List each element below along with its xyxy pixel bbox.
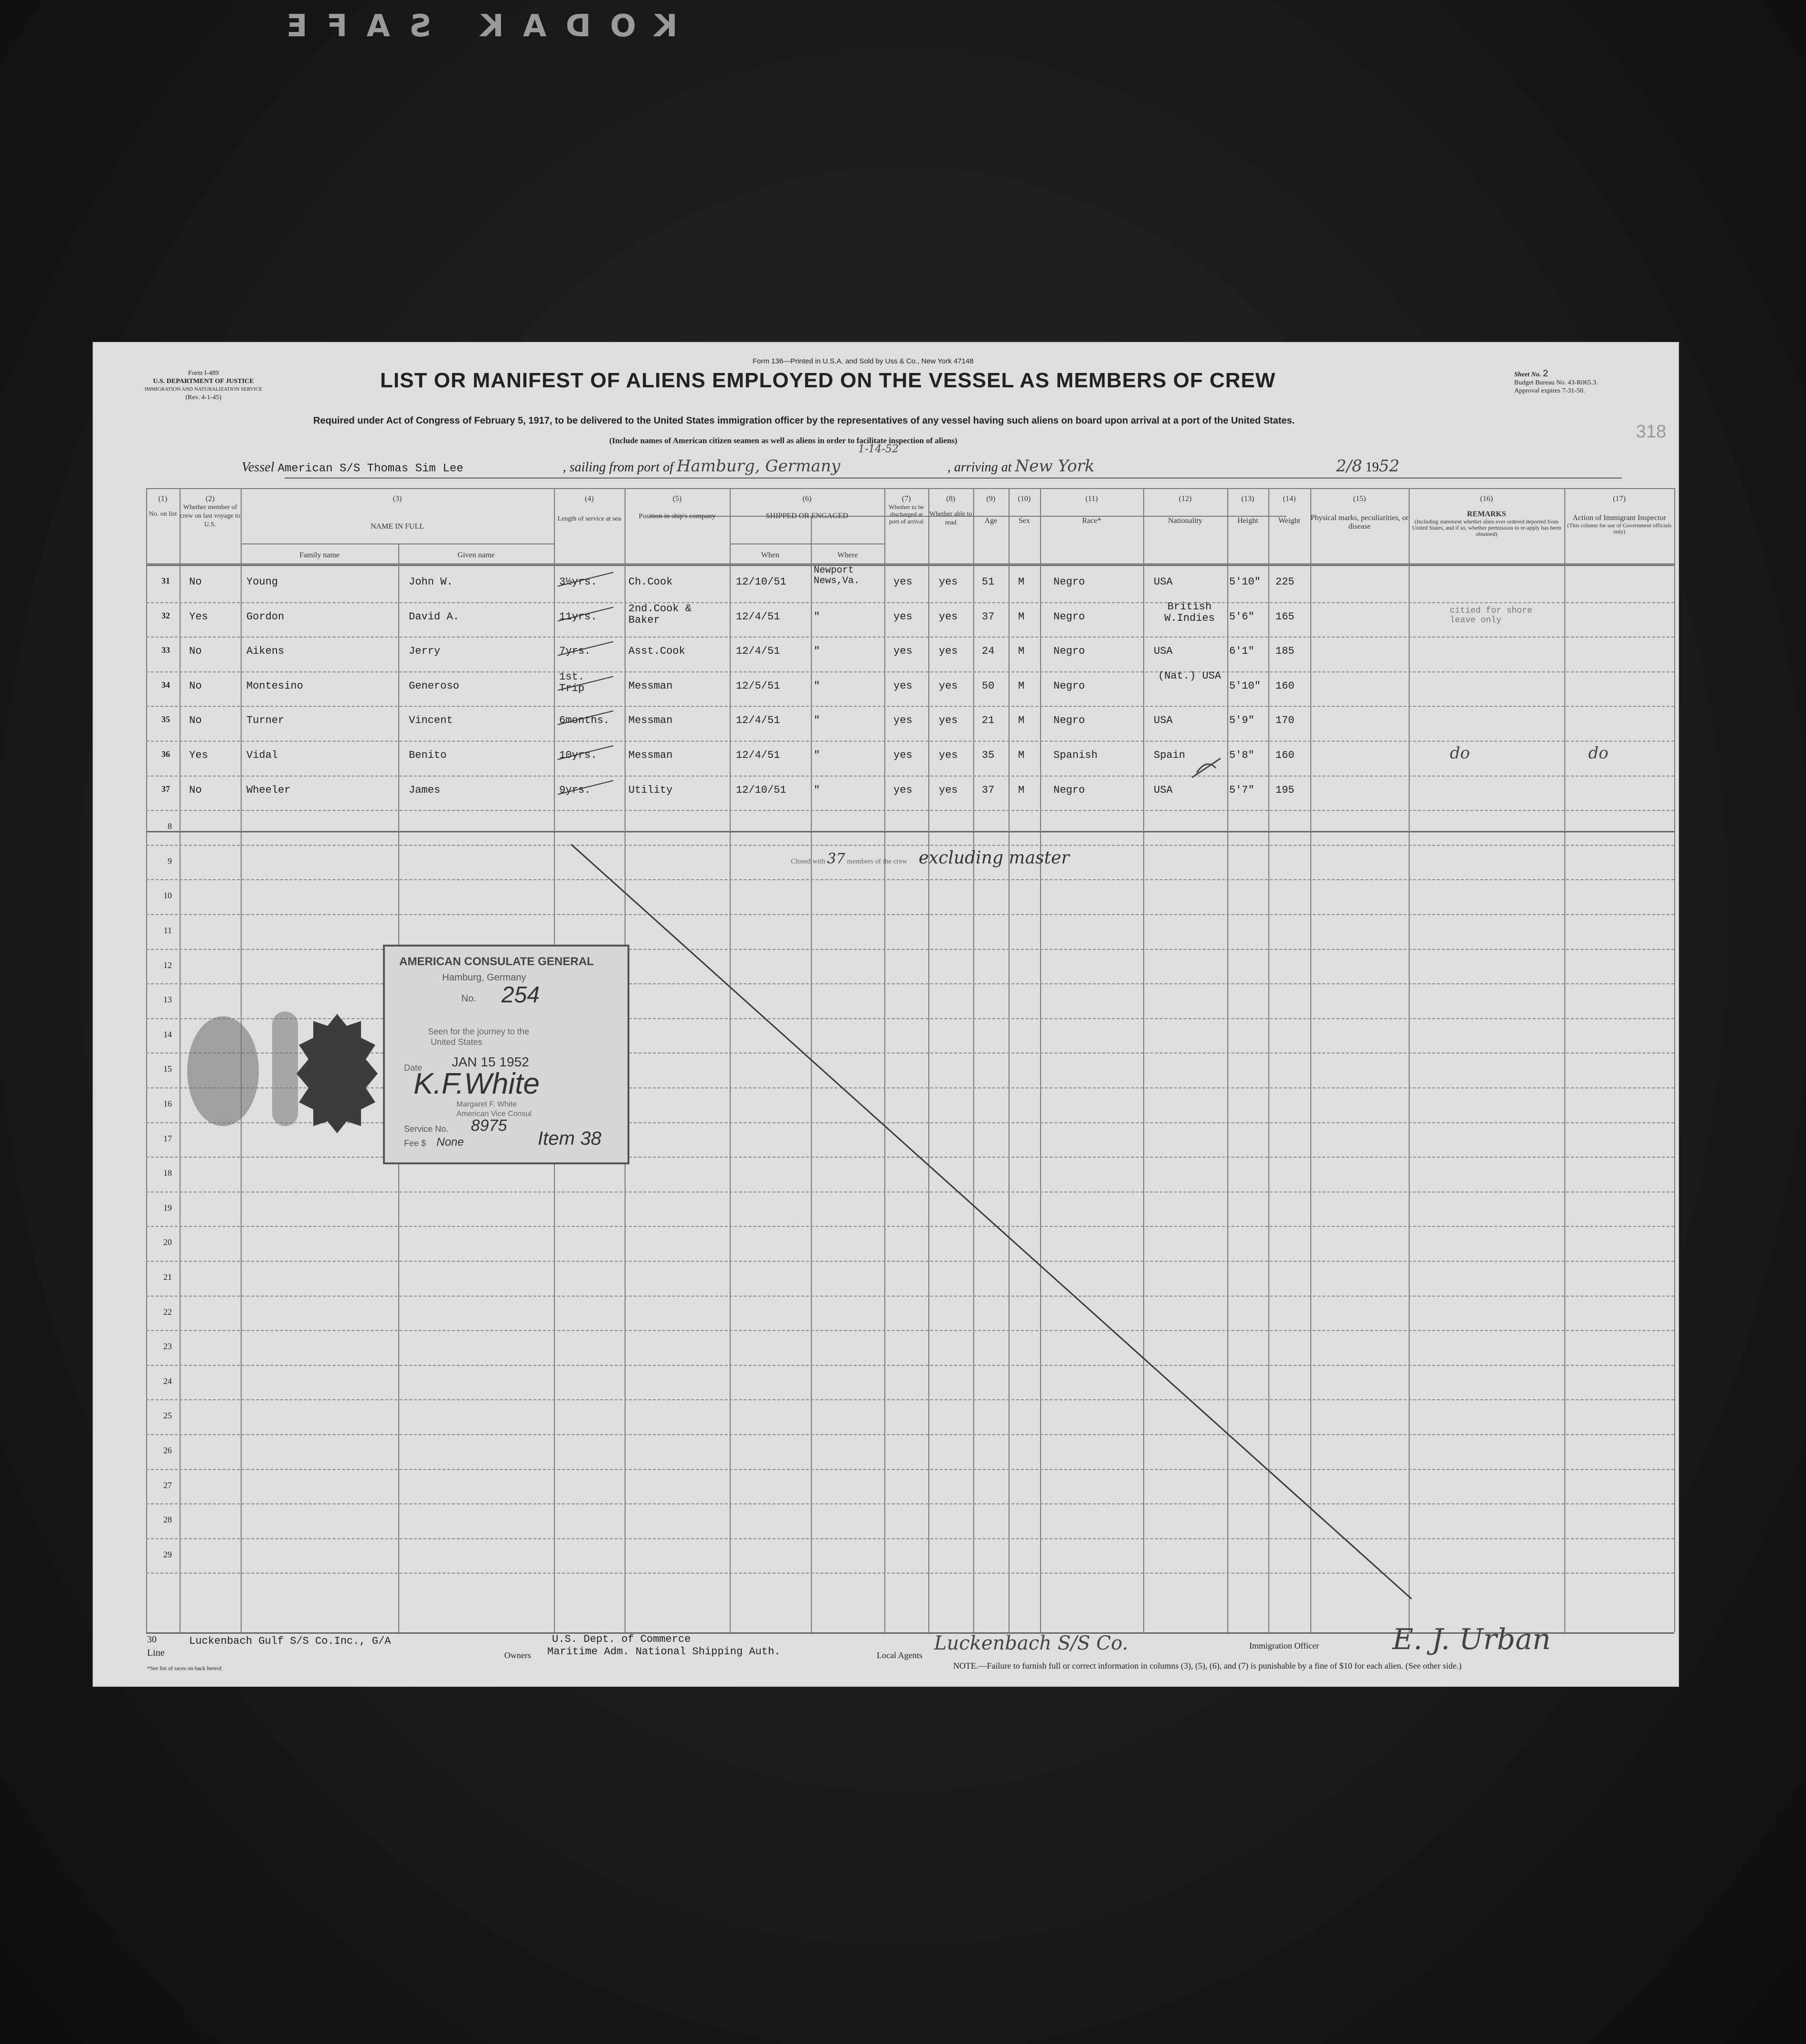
row-number: 9 [168,856,172,866]
row-number: 20 [163,1237,172,1247]
row-number: 14 [163,1029,172,1039]
row-number: 15 [163,1064,172,1074]
cell-prev-voyage: Yes [189,749,208,761]
line-value: Luckenbach Gulf S/S Co.Inc., G/A [189,1635,391,1647]
stamp-officer: Margaret F. White [457,1100,517,1108]
cell-discharge: yes [893,576,913,588]
notary-seal-icon [294,1011,380,1138]
sailing-from: Hamburg, Germany 1-14-52 [676,443,899,476]
cell-given-name: James [409,784,441,796]
printer-line: Form 136—Printed in U.S.A. and Sold by Uss & Co., New York 47148 [753,357,974,365]
cell-sex: M [1018,645,1025,658]
stamp-item: Item 38 [538,1128,602,1149]
row-number: 27 [163,1480,172,1490]
stamp-united: United States [431,1037,483,1047]
col8-header: (8) Whether able to read [929,495,972,526]
stamp-no-label: No. [461,993,477,1004]
cell-position: Utility [628,784,673,796]
cell-given-name: Vincent [409,714,453,727]
cell-nationality: USA [1154,576,1173,588]
cell-race: Negro [1053,784,1085,796]
owners-line2: Maritime Adm. National Shipping Auth. [547,1646,781,1658]
cell-position: Messman [628,714,673,727]
officer-label: Immigration Officer [1249,1641,1319,1650]
cell-weight: 225 [1275,576,1295,588]
cell-sex: M [1018,610,1025,623]
cell-age: 50 [982,680,995,692]
cell-given-name: Generoso [409,680,459,692]
col3-header: (3) NAME IN FULL [371,495,424,531]
cell-sex: M [1018,714,1025,727]
manifest-sheet [94,343,1678,1686]
closed-note: Closed with 37 members of the crew excluding master [791,848,1070,868]
cell-position: Ch.Cook [628,576,673,588]
requirement-text: Required under Act of Congress of February 5, 1917, to be delivered to the United States immigration officer by the representatives of any vessel having such aliens on board upon arrival at a port of the United States. [313,415,1295,426]
cell-family-name: Wheeler [246,784,291,796]
approval-expiry: Approval expires 7-31-50. [1514,387,1585,394]
revision: (Rev. 4-1-45) [185,394,222,401]
form-id: Form I-489 [188,370,219,377]
cell-age: 51 [982,576,995,588]
row-number: 35 [161,714,170,724]
owners-label: Owners [504,1650,531,1660]
cell-able-to-read: yes [939,714,958,727]
row-number: 24 [163,1376,172,1386]
cell-discharge: yes [893,714,913,727]
where-header: Where [837,551,858,559]
col6-header: (6) SHIPPED OR ENGAGED [765,495,849,520]
stamp-title: AMERICAN CONSULATE GENERAL [399,955,594,968]
row-number: 25 [163,1411,172,1421]
cell-family-name: Aikens [246,645,285,658]
cell-age: 37 [982,610,995,623]
sheet-number: 2 [1542,369,1549,380]
stamp-seen: Seen for the journey to the [428,1027,530,1036]
col17-header: (17) Action of Immigrant Inspector (This column for use of Government officials only) [1567,495,1672,535]
cell-height: 5'10" [1229,680,1261,692]
row-number: 37 [161,784,170,794]
cell-family-name: Turner [246,714,285,727]
cell-position: Messman [628,749,673,761]
row-number: 19 [163,1203,172,1213]
stamp-service-label: Service No. [404,1124,449,1134]
cell-age: 21 [982,714,995,727]
cell-nationality: USA [1154,714,1173,727]
cell-shipped-when: 12/10/51 [736,784,786,796]
cell-able-to-read: yes [939,576,958,588]
row-number: 34 [161,680,170,690]
col9-header: (9) Age [984,495,998,525]
cell-remarks: do [1450,744,1470,763]
department-name: U.S. DEPARTMENT OF JUSTICE [153,378,254,385]
cell-age: 35 [982,749,995,761]
cell-prev-voyage: No [189,680,202,692]
cell-shipped-when: 12/4/51 [736,645,780,658]
cell-shipped-when: 12/4/51 [736,610,780,623]
col16-header: (16) REMARKS (Including statement whether alien ever ordered deported from United States, and if so, whether permission to re-apply has been obtained) [1412,495,1561,537]
cell-height: 6'1" [1229,645,1254,658]
cell-inspector-action: do [1588,744,1609,763]
cell-race: Negro [1053,714,1085,727]
cell-nationality: British W.Indies [1164,600,1215,624]
col5-header: (5) Position in ship's company [638,495,716,520]
year-suffix: 52 [1379,457,1400,476]
col4-header: (4) Length of service at sea [557,495,621,522]
cell-shipped-where: Newport News,Va. [814,565,860,586]
film-edge-text: KODAK SAFE [267,9,678,44]
cell-height: 5'10" [1229,576,1261,588]
cell-discharge: yes [893,680,913,692]
closed-handwritten: excluding master [918,848,1070,868]
stamp-service-no: 8975 [471,1117,507,1135]
row-number: 13 [163,995,172,1005]
page-number: 318 [1636,422,1667,442]
cell-sex: M [1018,749,1025,761]
cell-race: Negro [1053,680,1085,692]
cell-prev-voyage: No [189,576,202,588]
cell-weight: 185 [1275,645,1295,658]
sailing-date: 1-14-52 [858,443,899,455]
owners-line1: U.S. Dept. of Commerce [552,1633,691,1645]
when-header: When [761,551,780,559]
cell-service-length: 7yrs. [559,645,591,658]
cell-given-name: Benito [409,749,447,761]
cell-height: 5'7" [1229,784,1254,796]
col15-header: (15) Physical marks, peculiarities, or disease [1310,495,1409,531]
vessel-name: American S/S Thomas Sim Lee [277,462,464,475]
cell-service-length: 9yrs. [559,784,591,796]
year-prefix: 19 [1365,460,1379,475]
cell-sex: M [1018,576,1025,588]
row-number: 33 [161,645,170,655]
cell-race: Negro [1053,610,1085,623]
row-number: 16 [163,1099,172,1108]
cell-age: 37 [982,784,995,796]
cell-weight: 165 [1275,610,1295,623]
cell-shipped-where: " [814,784,820,796]
row-number: 21 [163,1272,172,1282]
cell-prev-voyage: No [189,714,202,727]
cell-shipped-when: 12/5/51 [736,680,780,692]
cell-service-length: 3½yrs. [559,576,597,588]
col13-header: (13) Height [1237,495,1258,525]
cell-discharge: yes [893,645,913,658]
col11-header: (11) Race* [1082,495,1101,525]
cell-shipped-when: 12/10/51 [736,576,786,588]
row-number: 12 [163,960,172,970]
cell-family-name: Montesino [246,680,303,692]
cell-service-length: 11yrs. [559,610,597,623]
stamp-fee: None [436,1136,464,1149]
cell-prev-voyage: No [189,645,202,658]
row-number: 23 [163,1341,172,1352]
cell-nationality: Spain [1154,749,1186,761]
col2-header: (2) Whether member of crew on last voyage to U.S. [180,495,240,528]
row-number: 31 [161,576,170,586]
cell-race: Negro [1053,645,1085,658]
row-number: 8 [168,821,172,831]
cell-family-name: Vidal [246,749,278,761]
cell-able-to-read: yes [939,610,958,623]
races-note: *See list of races on back hereof. [147,1665,223,1671]
cell-position: Messman [628,680,673,692]
cell-nationality: USA [1154,645,1173,658]
cell-given-name: Jerry [409,645,441,658]
service-name: IMMIGRATION AND NATURALIZATION SERVICE [144,386,263,392]
family-name-header: Family name [299,551,340,559]
cell-sex: M [1018,784,1025,796]
sailing-label: , sailing from port of [563,460,673,475]
agents-signature: Luckenbach S/S Co. [934,1632,1128,1654]
row-number-30: 30 [147,1634,157,1645]
cell-service-length: 6months. [559,714,610,727]
cell-height: 5'9" [1229,714,1254,727]
col14-header: (14) Weight [1278,495,1300,525]
consulate-stamp [383,945,629,1164]
vessel-label: Vessel [242,460,275,475]
agents-label: Local Agents [877,1650,923,1660]
stamp-number: 254 [501,982,540,1008]
cell-family-name: Young [246,576,278,588]
arriving-label: , arriving at [947,460,1012,475]
cell-service-length: 10yrs. [559,749,597,761]
cell-position: 2nd.Cook & Baker [628,602,692,626]
penalty-note: NOTE.—Failure to furnish full or correct information in columns (3), (5), (6), and (7) is punishable by a fine of $10 for each alien. (See other side.) [953,1661,1462,1671]
row-number: 22 [163,1307,172,1317]
col1-header: (1) No. on list [149,495,177,518]
cell-discharge: yes [893,749,913,761]
consul-signature: K.F.White [414,1067,540,1100]
cell-prev-voyage: No [189,784,202,796]
stamp-fee-label: Fee $ [404,1139,426,1148]
cell-position: Asst.Cook [628,645,685,658]
cell-able-to-read: yes [939,680,958,692]
col10-header: (10) Sex [1018,495,1031,525]
row-number: 28 [163,1515,172,1525]
crew-count: 37 [827,851,846,867]
cell-given-name: John W. [409,576,453,588]
cell-weight: 160 [1275,749,1295,761]
row-number: 17 [163,1133,172,1143]
col7-header: (7) Whether to be discharged at port of arrival [889,495,924,525]
row-number: 29 [163,1549,172,1559]
cell-shipped-where: " [814,680,820,692]
row-number: 10 [163,891,172,901]
cell-family-name: Gordon [246,610,285,623]
cell-discharge: yes [893,784,913,796]
cell-sex: M [1018,680,1025,692]
cell-able-to-read: yes [939,749,958,761]
cell-height: 5'6" [1229,610,1254,623]
stamp-date-label: Date [404,1063,423,1073]
cell-weight: 170 [1275,714,1295,727]
cell-nationality: (Nat.) USA [1158,670,1222,682]
cell-race: Spanish [1053,749,1098,761]
cell-height: 5'8" [1229,749,1254,761]
stamp-city: Hamburg, Germany [442,972,526,983]
cell-shipped-when: 12/4/51 [736,749,780,761]
cell-able-to-read: yes [939,784,958,796]
col12-header: (12) Nationality [1168,495,1202,525]
cell-able-to-read: yes [939,645,958,658]
budget-bureau: Budget Bureau No. 43-R065.3. [1514,379,1598,386]
include-note: (Include names of American citizen seamen as well as aliens in order to facilitate inspection of aliens) [609,436,957,445]
cell-shipped-where: " [814,645,820,658]
line-label: Line [147,1648,165,1658]
cell-service-length: 1st. Trip [559,671,584,694]
stamp-date: JAN 15 1952 [452,1054,529,1069]
given-name-header: Given name [457,551,495,559]
row-number: 32 [161,610,170,620]
cell-weight: 160 [1275,680,1295,692]
arrival-date: 2/8 [1336,457,1362,476]
arriving-at: New York [1015,457,1095,476]
officer-signature: E. J. Urban [1392,1623,1551,1656]
row-number: 18 [163,1168,172,1178]
row-number: 11 [163,926,172,935]
stamp-officer-title: American Vice Consul [457,1110,532,1118]
cell-weight: 195 [1275,784,1295,796]
cell-shipped-where: " [814,749,820,761]
cell-race: Negro [1053,576,1085,588]
cell-prev-voyage: Yes [189,610,208,623]
sheet-label: Sheet No. [1514,371,1541,378]
cell-shipped-where: " [814,714,820,727]
cell-remarks: citied for shore leave only [1450,606,1532,625]
row-number: 36 [161,749,170,759]
cell-age: 24 [982,645,995,658]
cell-given-name: David A. [409,610,459,623]
cell-shipped-where: " [814,610,820,623]
row-number: 26 [163,1446,172,1455]
cell-nationality: USA [1154,784,1173,796]
cell-shipped-when: 12/4/51 [736,714,780,727]
seal-smudge [187,1016,259,1126]
page-title: LIST OR MANIFEST OF ALIENS EMPLOYED ON THE VESSEL AS MEMBERS OF CREW [380,369,1276,392]
cell-discharge: yes [893,610,913,623]
